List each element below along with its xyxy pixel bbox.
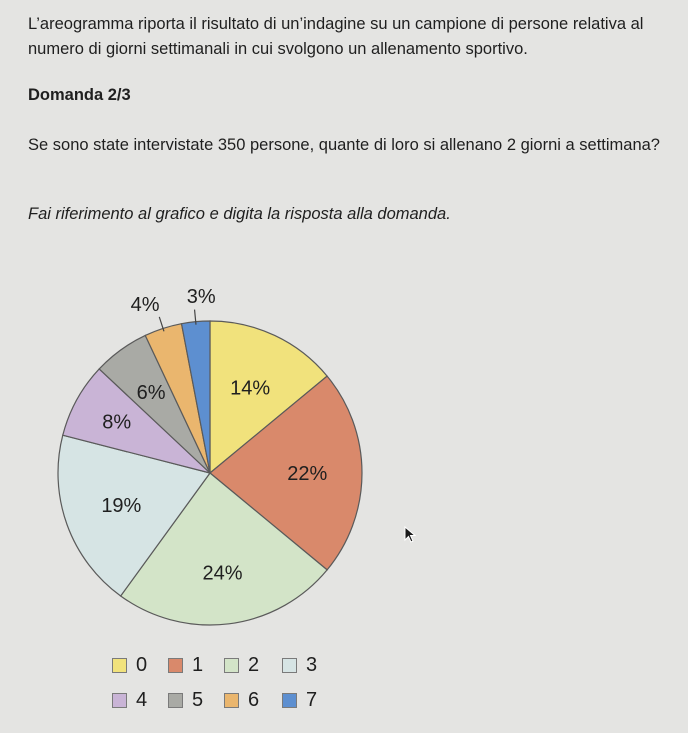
legend-item-4: [112, 689, 147, 712]
legend-item-5: [168, 689, 203, 712]
legend-swatch-2: [224, 658, 239, 673]
legend-item-1: [168, 654, 203, 677]
question-text: Se sono state intervistate 350 persone, quante di loro si allenano 2 giorni a settimana?: [28, 136, 660, 154]
legend-label-0: 0: [136, 654, 148, 676]
slice-label-5: 6%: [136, 381, 166, 404]
slice-label-6: 4%: [130, 293, 160, 316]
slice-label-4: 8%: [102, 411, 132, 434]
legend-swatch-3: [282, 658, 297, 673]
legend-swatch-6: [224, 693, 239, 708]
slice-label-7: 3%: [186, 285, 216, 308]
legend-item-7: [282, 689, 317, 712]
intro-text: L’areogramma riporta il risultato di un’indagine su un campione di persone relativa al numero di giorni settimanali in cui svolgono un allenamento sportivo.: [28, 15, 644, 58]
instruction-text: Fai riferimento al grafico e digita la risposta alla domanda.: [28, 205, 451, 223]
legend-label-7: 7: [306, 689, 318, 711]
legend-label-1: 1: [192, 654, 204, 676]
pie-chart: [0, 270, 688, 650]
legend-item-6: [224, 689, 259, 712]
legend-label-2: 2: [248, 654, 260, 676]
legend-item-2: [224, 654, 259, 677]
legend-swatch-0: [112, 658, 127, 673]
slice-label-3: 19%: [101, 494, 142, 517]
slice-label-1: 22%: [287, 463, 328, 485]
legend-label-6: 6: [248, 689, 260, 711]
legend-label-4: 4: [136, 689, 148, 711]
slice-label-2: 24%: [202, 562, 243, 585]
legend-item-3: [282, 654, 317, 677]
legend-label-5: 5: [192, 689, 204, 711]
slice-label-0: 14%: [230, 377, 271, 400]
legend-label-3: 3: [306, 654, 318, 676]
legend-swatch-1: [168, 658, 183, 673]
question-number: Domanda 2/3: [28, 86, 131, 104]
legend-swatch-5: [168, 693, 183, 708]
mouse-pointer-icon: [404, 526, 418, 544]
legend-swatch-7: [282, 693, 297, 708]
legend-swatch-4: [112, 693, 127, 708]
legend-item-0: [112, 654, 147, 677]
